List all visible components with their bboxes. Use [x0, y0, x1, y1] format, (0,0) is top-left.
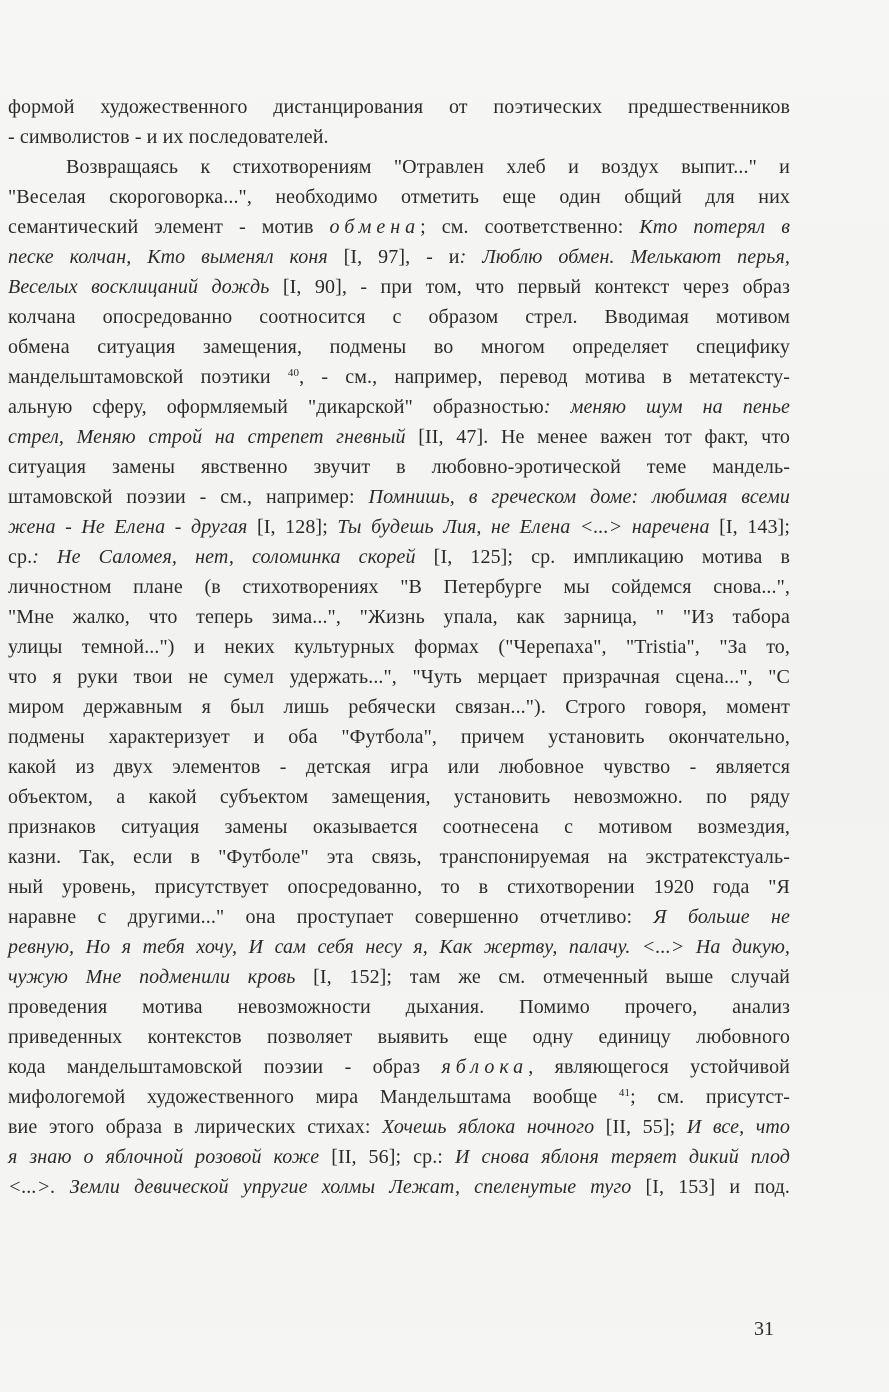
- text-line: [8, 1082, 790, 1112]
- text-segment: колчана опосредованно соотносится с образом стрел. Вводимая мотивом: [8, 306, 790, 328]
- text-segment: Я больше не: [653, 906, 790, 928]
- text-line: [8, 302, 790, 332]
- text-line: [8, 872, 790, 902]
- text-segment: [I, 128];: [247, 516, 338, 538]
- text-segment: казни. Так, если в "Футболе" эта связь, транспонируемая на экстратекстуаль-: [8, 846, 790, 868]
- text-segment: семантический элемент - мотив: [8, 216, 330, 238]
- text-segment: И снова яблоня теряет дикий плод: [454, 1146, 790, 1168]
- text-segment: : Люблю обмен. Мелькают перья,: [459, 246, 790, 268]
- text-segment: стрел, Меняю строй на стрепет гневный: [8, 426, 406, 448]
- text-line: [8, 962, 790, 992]
- text-line: [8, 842, 790, 872]
- text-line: [8, 122, 790, 152]
- text-segment: [I, 97], - и: [327, 246, 460, 268]
- text-line: [8, 242, 790, 272]
- text-line: [8, 632, 790, 662]
- text-line: [8, 722, 790, 752]
- text-segment: , являющегося устойчивой: [528, 1056, 790, 1078]
- text-line: [8, 452, 790, 482]
- text-segment: обмена ситуация замещения, подмены во многом определяет специфику: [8, 336, 790, 358]
- text-segment: улицы темной...") и неких культурных формах ("Черепаха", "Tristia", "За то,: [8, 636, 790, 658]
- text-line: [8, 362, 790, 392]
- text-segment: "Мне жалко, что теперь зима...", "Жизнь упала, как зарница, " "Из табора: [8, 606, 790, 628]
- text-segment: что я руки твои не сумел удержать...", "Чуть мерцает призрачная сцена...", "С: [8, 666, 790, 688]
- text-line: [8, 752, 790, 782]
- text-segment: альную сферу, оформляемый "дикарской" образностью: [8, 396, 544, 418]
- text-line: [8, 152, 790, 182]
- text-segment: какой из двух элементов - детская игра или любовное чувство - является: [8, 756, 790, 778]
- text-segment: ревную, Но я тебя хочу, И сам себя несу я, Как жертву, палачу. <...> На дикую,: [8, 936, 790, 958]
- text-line: [8, 692, 790, 722]
- footnote-ref: 40: [287, 367, 300, 379]
- text-segment: я знаю о яблочной розовой коже: [8, 1146, 320, 1168]
- text-segment: вие этого образа в лирических стихах:: [8, 1116, 383, 1138]
- text-segment: <...>. Земли девической упругие холмы Лежат, спеленутые туго: [8, 1176, 632, 1198]
- text-line: [8, 902, 790, 932]
- text-line: [8, 1112, 790, 1142]
- text-segment: Хочешь яблока ночного: [382, 1116, 595, 1138]
- text-segment: приведенных контекстов позволяет выявить еще одну единицу любовного: [8, 1026, 790, 1048]
- text-line: [8, 212, 790, 242]
- text-segment: жена - Не Елена - другая: [8, 516, 248, 538]
- text-segment: проведения мотива невозможности дыхания. Помимо прочего, анализ: [8, 996, 790, 1018]
- text-line: [8, 332, 790, 362]
- text-line: [8, 662, 790, 692]
- text-segment: объектом, а какой субъектом замещения, установить невозможно. по ряду: [8, 786, 790, 808]
- text-segment: песке колчан, Кто выменял коня: [8, 246, 328, 268]
- text-segment: личностном плане (в стихотворениях "В Петербурге мы сойдемся снова...",: [8, 576, 790, 598]
- text-segment: - символистов - и их последователей.: [8, 126, 329, 148]
- text-segment: обмена: [329, 216, 421, 238]
- text-segment: ный уровень, присутствует опосредованно, то в стихотворении 1920 года "Я: [8, 876, 790, 898]
- text-segment: Помнишь, в греческом доме: любимая всеми: [368, 486, 790, 508]
- text-segment: [I, 143];: [709, 516, 790, 538]
- text-segment: Ты будешь Лия, не Елена <...> наречена: [337, 516, 710, 538]
- text-line: [8, 392, 790, 422]
- text-segment: [II, 55];: [594, 1116, 687, 1138]
- text-segment: , - см., например, перевод мотива в метатексту-: [299, 366, 790, 388]
- text-segment: Кто потерял в: [639, 216, 790, 238]
- page-number: 31: [754, 1318, 774, 1340]
- text-line: [8, 932, 790, 962]
- text-segment: [I, 152]; там же см. отмеченный выше случай: [295, 966, 790, 988]
- text-line: [8, 1172, 790, 1202]
- text-segment: ; см. присутст-: [630, 1086, 790, 1108]
- text-segment: ; см. соответственно:: [420, 216, 640, 238]
- text-segment: Возвращаясь к стихотворениям "Отравлен хлеб и воздух выпит..." и: [66, 156, 790, 178]
- text-segment: мифологемой художественного мира Мандельштама вообще: [8, 1086, 619, 1108]
- text-line: [8, 482, 790, 512]
- text-line: [8, 182, 790, 212]
- text-segment: признаков ситуация замены оказывается соотнесена с мотивом возмездия,: [8, 816, 790, 838]
- text-segment: мандельштамовской поэтики: [8, 366, 288, 388]
- text-line: [8, 782, 790, 812]
- text-segment: чужую Мне подменили кровь: [8, 966, 296, 988]
- text-line: [8, 992, 790, 1022]
- text-segment: миром державным я был лишь ребячески связан..."). Строго говоря, момент: [8, 696, 790, 718]
- body-text: [8, 92, 790, 1202]
- text-segment: яблока: [441, 1056, 529, 1078]
- text-segment: : меняю шум на пенье: [543, 396, 791, 418]
- text-line: [8, 1142, 790, 1172]
- text-line: [8, 572, 790, 602]
- text-segment: [I, 90], - при том, что первый контекст через образ: [269, 276, 791, 298]
- text-segment: ср.: [8, 546, 33, 568]
- text-segment: "Веселая скороговорка...", необходимо отметить еще один общий для них: [8, 186, 790, 208]
- text-segment: ситуация замены явственно звучит в любовно-эротической теме мандель-: [8, 456, 790, 478]
- text-segment: И все, что: [686, 1116, 790, 1138]
- text-segment: штамовской поэзии - см., например:: [8, 486, 369, 508]
- text-line: [8, 512, 790, 542]
- text-segment: формой художественного дистанцирования от поэтических предшественников: [8, 96, 790, 118]
- text-segment: Веселых восклицаний дождь: [8, 276, 270, 298]
- text-segment: [II, 47]. Не менее важен тот факт, что: [405, 426, 790, 448]
- text-segment: [I, 125]; ср. импликацию мотива в: [415, 546, 790, 568]
- text-line: [8, 92, 790, 122]
- text-segment: [I, 153] и под.: [631, 1176, 790, 1198]
- text-line: [8, 812, 790, 842]
- text-line: [8, 542, 790, 572]
- text-line: [8, 602, 790, 632]
- text-segment: : Не Саломея, нет, соломинка скорей: [32, 546, 416, 568]
- text-segment: наравне с другими..." она проступает совершенно отчетливо:: [8, 906, 654, 928]
- text-line: [8, 1052, 790, 1082]
- text-segment: кода мандельштамовской поэзии - образ: [8, 1056, 442, 1078]
- text-segment: [II, 56]; ср.:: [319, 1146, 455, 1168]
- text-line: [8, 272, 790, 302]
- footnote-ref: 41: [618, 1087, 631, 1099]
- text-line: [8, 1022, 790, 1052]
- text-line: [8, 422, 790, 452]
- text-segment: подмены характеризует и оба "Футбола", причем установить окончательно,: [8, 726, 790, 748]
